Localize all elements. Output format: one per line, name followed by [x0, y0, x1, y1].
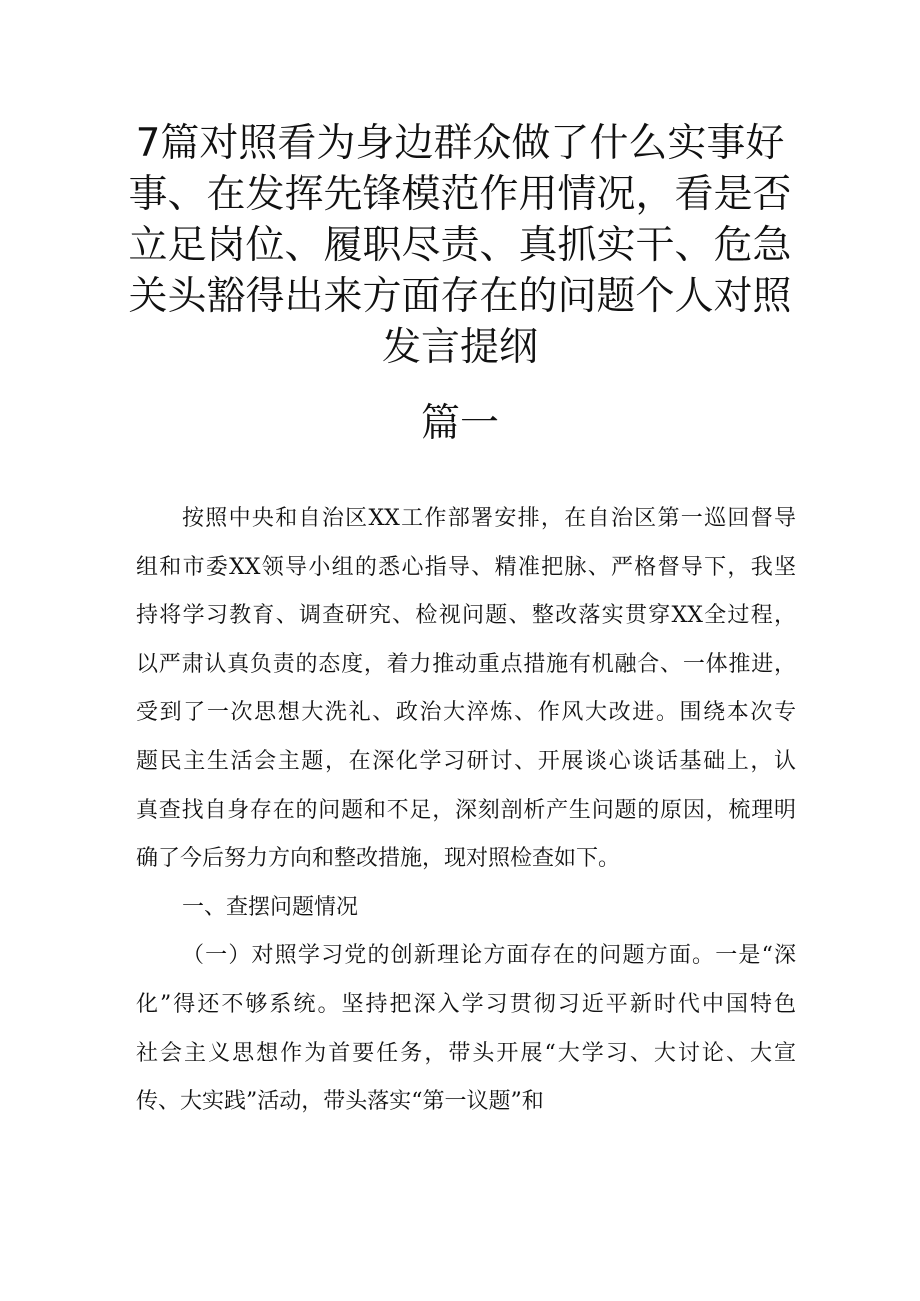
- title-line-1: 7篇对照看为身边群众做了什么实事好: [135, 121, 785, 166]
- paragraph-line: 组和市委XX领导小组的悉心指导、精准把脉、严格督导下，我坚: [136, 554, 796, 580]
- paragraph-line: 受到了一次思想大洗礼、政治大淬炼、作风大改进。围绕本次专: [136, 700, 796, 726]
- paragraph-line: （一）对照学习党的创新理论方面存在的问题方面。一是“深: [182, 943, 796, 969]
- section-heading: 篇一: [420, 401, 499, 446]
- paragraph-line: 化”得还不够系统。坚持把深入学习贯彻习近平新时代中国特色: [136, 991, 796, 1017]
- paragraph-line: 传、大实践”活动，带头落实“第一议题”和: [136, 1089, 544, 1115]
- title-line-2: 事、在发挥先锋模范作用情况，看是否: [128, 172, 792, 217]
- document-body: [136, 495, 796, 1127]
- paragraph-intro: [136, 495, 796, 884]
- title-line-4: 关头豁得出来方面存在的问题个人对照: [128, 274, 792, 319]
- paragraph-line: 社会主义思想作为首要任务，带头开展“大学习、大讨论、大宣: [136, 1040, 796, 1066]
- paragraph-line: 题民主生活会主题，在深化学习研讨、开展谈心谈话基础上，认: [136, 748, 796, 774]
- title-line-5: 发言提纲: [381, 325, 538, 370]
- document-title: [120, 118, 800, 373]
- paragraph-line: 确了今后努力方向和整改措施，现对照检查如下。: [136, 846, 621, 872]
- paragraph-item-1: [136, 932, 796, 1126]
- paragraph-line: 持将学习教育、调查研究、检视问题、整改落实贯穿XX全过程，: [136, 603, 796, 629]
- paragraph-line: 真查找自身存在的问题和不足，深刻剖析产生问题的原因，梳理明: [136, 797, 796, 823]
- subheading-problems: 一、查摆问题情况: [182, 894, 359, 920]
- paragraph-line: 以严肃认真负责的态度，着力推动重点措施有机融合、一体推进，: [136, 651, 796, 677]
- title-line-3: 立足岗位、履职尽责、真抓实干、危急: [128, 223, 792, 268]
- paragraph-line: 按照中央和自治区XX工作部署安排，在自治区第一巡回督导: [182, 506, 796, 531]
